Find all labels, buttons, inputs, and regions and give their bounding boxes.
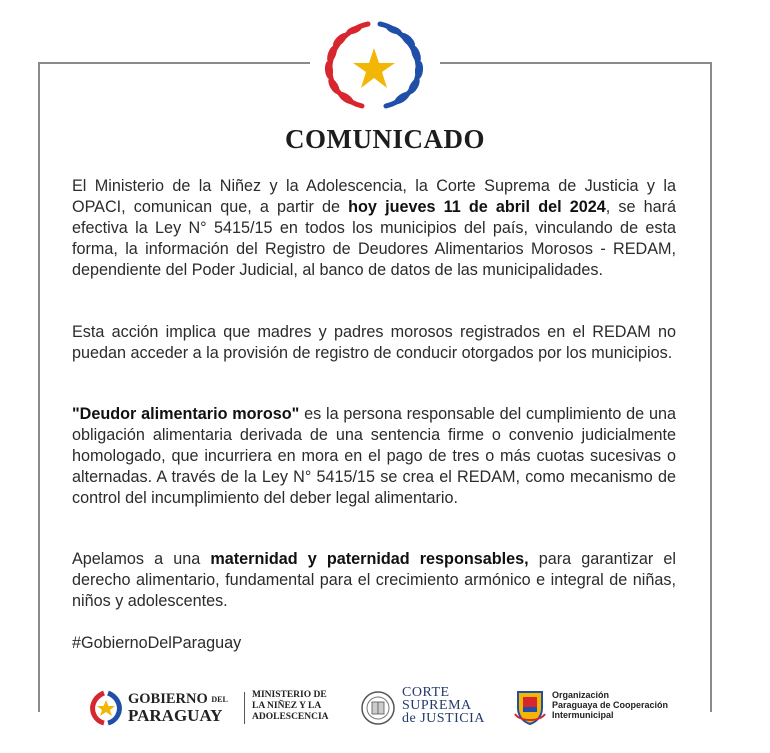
frame-right — [710, 62, 712, 712]
paragraph-definition — [72, 404, 676, 509]
gobierno-line1: GOBIERNO — [128, 691, 208, 707]
p3-text: es la persona responsable del cumplimiento de una obligación alimentaria derivada de una sentencia firme o convenio judicialmente homologado, que incurriera en mora en el pago de tres o más cuotas sucesivas o alternadas. A través de la Ley N° 5415/15 se crea el REDAM, como mecanismo de control del incumplimiento del deber legal alimentario. — [72, 405, 676, 507]
p4-bold: maternidad y paternidad responsables, — [210, 550, 529, 568]
p1-text-b: , se hará efectiva la Ley N° 5415/15 en todos los municipios del país, vinculando de esta forma, la información del Registro de Deudores Alimentarios Morosos - REDAM, dependiente del Poder Judicial, al banco de datos de las municipalidades. — [72, 198, 676, 279]
hashtag: #GobiernoDelParaguay — [72, 634, 242, 652]
paragraph-announcement — [72, 176, 676, 281]
ministerio-line2: LA NIÑEZ Y LA — [252, 701, 322, 711]
opaci-line1: Organización — [552, 690, 610, 700]
opaci-line2: Paraguaya de Cooperación — [552, 700, 669, 710]
corte-line3: de JUSTICIA — [402, 711, 485, 726]
ministerio-line3: ADOLESCENCIA — [252, 712, 329, 722]
logo-corte-suprema — [360, 686, 490, 730]
paragraph-appeal — [72, 549, 676, 612]
logo-gobierno — [88, 688, 248, 728]
footer-divider — [244, 692, 245, 724]
paragraph-implication: Esta acción implica que madres y padres morosos registrados en el REDAM no puedan acceder a la provisión de registro de conducir otorgados por los municipios. — [72, 323, 676, 362]
opaci-line3: Intermunicipal — [552, 710, 614, 720]
frame-left — [38, 62, 40, 712]
p1-date-bold: hoy jueves 11 de abril del 2024 — [348, 198, 606, 216]
p1-text-a: El Ministerio de la Niñez y la Adolescencia, la Corte Suprema de Justicia y la OPACI, comunican que, a partir de — [72, 177, 676, 216]
p4-text-b: para garantizar el derecho alimentario, fundamental para el crecimiento armónico e integral de niñas, niños y adolescentes. — [72, 550, 676, 610]
gobierno-line2: PARAGUAY — [128, 706, 223, 725]
p3-term-bold: "Deudor alimentario moroso" — [72, 405, 300, 423]
frame-top-right — [440, 62, 712, 64]
corte-line2: SUPREMA — [402, 698, 472, 713]
footer-logos — [0, 682, 770, 734]
gobierno-emblem-icon — [88, 690, 124, 726]
logo-opaci — [512, 686, 682, 730]
corte-line1: CORTE — [402, 685, 450, 700]
gobierno-del: DEL — [211, 695, 228, 705]
opaci-shield-icon — [512, 688, 548, 726]
frame-top-left — [38, 62, 310, 64]
ministerio-line1: MINISTERIO DE — [252, 690, 327, 700]
logo-ministerio — [252, 690, 329, 723]
page-title: COMUNICADO — [285, 124, 485, 154]
paraguay-emblem-icon — [318, 18, 430, 114]
p4-text-a: Apelamos a una — [72, 550, 211, 568]
corte-seal-icon — [360, 690, 396, 726]
